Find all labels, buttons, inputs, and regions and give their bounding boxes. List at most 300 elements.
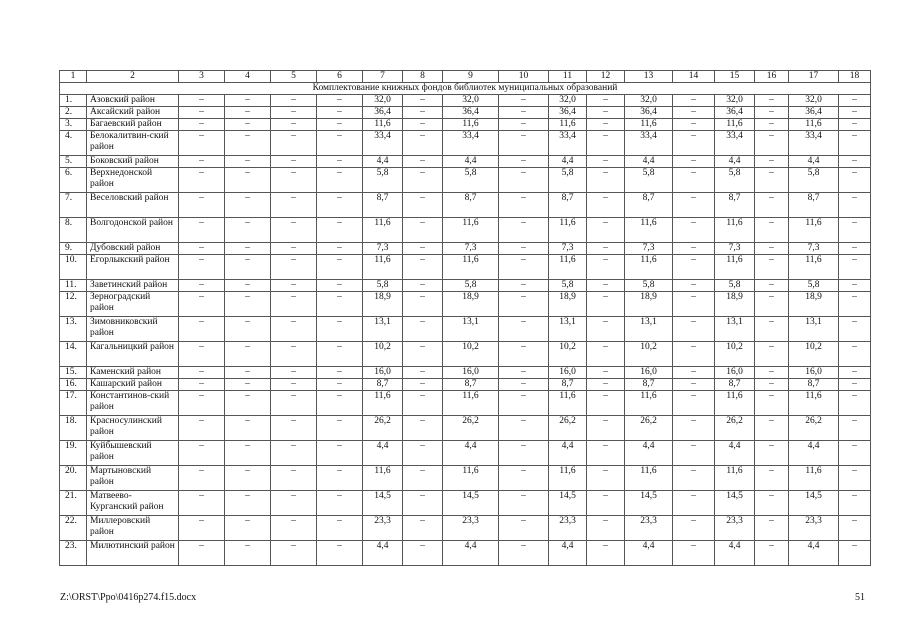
value-cell: –	[673, 131, 715, 156]
column-number: 10	[499, 71, 549, 83]
value-cell: –	[673, 391, 715, 416]
value-cell: 23,3	[443, 516, 499, 541]
value-cell: –	[317, 119, 363, 131]
value-cell: 5,8	[549, 280, 587, 292]
value-cell: –	[225, 441, 271, 466]
section-title-row	[60, 83, 871, 95]
value-cell: –	[271, 107, 317, 119]
value-cell: 5,8	[715, 168, 755, 193]
value-cell: 11,6	[625, 119, 673, 131]
value-cell: 11,6	[715, 466, 755, 491]
value-cell: –	[317, 168, 363, 193]
value-cell: 16,0	[715, 367, 755, 379]
value-cell: 32,0	[549, 95, 587, 107]
value-cell: 10,2	[443, 342, 499, 367]
value-cell: –	[673, 243, 715, 255]
value-cell: –	[839, 95, 871, 107]
value-cell: –	[587, 193, 625, 218]
value-cell: 14,5	[789, 491, 839, 516]
value-cell: –	[403, 107, 443, 119]
value-cell: –	[587, 441, 625, 466]
value-cell: –	[403, 193, 443, 218]
value-cell: 11,6	[549, 466, 587, 491]
value-cell: –	[755, 119, 789, 131]
value-cell: –	[271, 243, 317, 255]
row-number: 22.	[60, 516, 87, 541]
table-row	[60, 342, 871, 367]
value-cell: –	[587, 379, 625, 391]
value-cell: –	[587, 218, 625, 243]
value-cell: –	[755, 416, 789, 441]
value-cell: –	[317, 317, 363, 342]
row-number: 13.	[60, 317, 87, 342]
value-cell: –	[499, 292, 549, 317]
value-cell: –	[403, 119, 443, 131]
value-cell: –	[317, 255, 363, 280]
value-cell: –	[755, 367, 789, 379]
table-row	[60, 156, 871, 168]
value-cell: –	[225, 292, 271, 317]
value-cell: –	[839, 156, 871, 168]
district-name: Кагальницкий район	[87, 342, 179, 367]
value-cell: 26,2	[625, 416, 673, 441]
value-cell: –	[755, 218, 789, 243]
column-number: 11	[549, 71, 587, 83]
value-cell: –	[587, 491, 625, 516]
value-cell: –	[403, 168, 443, 193]
value-cell: –	[225, 280, 271, 292]
value-cell: 7,3	[443, 243, 499, 255]
value-cell: –	[225, 541, 271, 566]
row-number: 8.	[60, 218, 87, 243]
value-cell: 4,4	[443, 441, 499, 466]
value-cell: –	[755, 342, 789, 367]
table-row	[60, 131, 871, 156]
value-cell: –	[317, 107, 363, 119]
value-cell: –	[755, 391, 789, 416]
value-cell: –	[403, 466, 443, 491]
value-cell: 33,4	[625, 131, 673, 156]
section-title: Комплектование книжных фондов библиотек муниципальных образований	[60, 83, 871, 95]
value-cell: 13,1	[363, 317, 403, 342]
value-cell: –	[317, 379, 363, 391]
value-cell: –	[587, 416, 625, 441]
value-cell: –	[403, 342, 443, 367]
value-cell: –	[317, 367, 363, 379]
value-cell: –	[225, 218, 271, 243]
value-cell: –	[271, 367, 317, 379]
value-cell: –	[271, 292, 317, 317]
value-cell: 11,6	[363, 391, 403, 416]
value-cell: 32,0	[443, 95, 499, 107]
budget-table	[59, 70, 871, 566]
column-number: 4	[225, 71, 271, 83]
value-cell: –	[755, 193, 789, 218]
row-number: 20.	[60, 466, 87, 491]
value-cell: –	[587, 280, 625, 292]
value-cell: 11,6	[625, 218, 673, 243]
value-cell: –	[271, 193, 317, 218]
value-cell: 5,8	[625, 280, 673, 292]
value-cell: 11,6	[789, 391, 839, 416]
value-cell: 14,5	[625, 491, 673, 516]
value-cell: –	[179, 516, 225, 541]
value-cell: –	[499, 391, 549, 416]
column-number: 15	[715, 71, 755, 83]
value-cell: –	[499, 156, 549, 168]
value-cell: –	[403, 541, 443, 566]
value-cell: 4,4	[715, 441, 755, 466]
value-cell: –	[271, 131, 317, 156]
value-cell: 14,5	[363, 491, 403, 516]
column-number-row	[60, 71, 871, 83]
row-number: 17.	[60, 391, 87, 416]
column-number: 3	[179, 71, 225, 83]
value-cell: 26,2	[363, 416, 403, 441]
value-cell: 16,0	[363, 367, 403, 379]
value-cell: –	[317, 156, 363, 168]
value-cell: –	[403, 243, 443, 255]
column-number: 7	[363, 71, 403, 83]
value-cell: 8,7	[549, 193, 587, 218]
value-cell: –	[179, 317, 225, 342]
value-cell: –	[673, 193, 715, 218]
value-cell: –	[317, 416, 363, 441]
value-cell: –	[225, 156, 271, 168]
value-cell: –	[755, 95, 789, 107]
column-number: 8	[403, 71, 443, 83]
value-cell: –	[403, 491, 443, 516]
value-cell: 11,6	[715, 391, 755, 416]
value-cell: 4,4	[789, 441, 839, 466]
value-cell: 13,1	[549, 317, 587, 342]
table-row	[60, 292, 871, 317]
value-cell: –	[403, 391, 443, 416]
value-cell: 16,0	[549, 367, 587, 379]
value-cell: 5,8	[789, 280, 839, 292]
value-cell: –	[587, 156, 625, 168]
value-cell: –	[587, 367, 625, 379]
table-row	[60, 317, 871, 342]
value-cell: 32,0	[363, 95, 403, 107]
value-cell: –	[179, 107, 225, 119]
value-cell: 23,3	[789, 516, 839, 541]
value-cell: 8,7	[715, 193, 755, 218]
row-number: 10.	[60, 255, 87, 280]
row-number: 23.	[60, 541, 87, 566]
value-cell: 11,6	[715, 119, 755, 131]
value-cell: 11,6	[549, 391, 587, 416]
district-name: Красносулинский район	[87, 416, 179, 441]
district-name: Зерноградский район	[87, 292, 179, 317]
value-cell: –	[587, 342, 625, 367]
value-cell: 4,4	[715, 541, 755, 566]
row-number: 9.	[60, 243, 87, 255]
value-cell: 8,7	[625, 193, 673, 218]
value-cell: –	[403, 95, 443, 107]
value-cell: 11,6	[363, 255, 403, 280]
value-cell: –	[317, 243, 363, 255]
value-cell: –	[317, 218, 363, 243]
value-cell: –	[587, 466, 625, 491]
value-cell: 7,3	[549, 243, 587, 255]
value-cell: 36,4	[443, 107, 499, 119]
value-cell: 5,8	[789, 168, 839, 193]
value-cell: –	[839, 168, 871, 193]
value-cell: –	[403, 156, 443, 168]
value-cell: 8,7	[715, 379, 755, 391]
district-name: Белокалитвин-ский район	[87, 131, 179, 156]
value-cell: –	[673, 95, 715, 107]
value-cell: 11,6	[789, 218, 839, 243]
value-cell: –	[587, 243, 625, 255]
district-name: Миллеровский район	[87, 516, 179, 541]
value-cell: –	[673, 317, 715, 342]
value-cell: –	[179, 193, 225, 218]
value-cell: 32,0	[715, 95, 755, 107]
value-cell: –	[499, 95, 549, 107]
column-number: 5	[271, 71, 317, 83]
value-cell: –	[839, 367, 871, 379]
value-cell: –	[403, 131, 443, 156]
value-cell: –	[839, 292, 871, 317]
table-row	[60, 391, 871, 416]
value-cell: –	[271, 466, 317, 491]
value-cell: 5,8	[363, 280, 403, 292]
value-cell: 4,4	[549, 156, 587, 168]
value-cell: 4,4	[789, 541, 839, 566]
district-name: Волгодонской район	[87, 218, 179, 243]
value-cell: 13,1	[443, 317, 499, 342]
value-cell: –	[673, 416, 715, 441]
value-cell: –	[271, 95, 317, 107]
value-cell: –	[225, 193, 271, 218]
value-cell: –	[587, 119, 625, 131]
value-cell: 7,3	[715, 243, 755, 255]
value-cell: –	[755, 168, 789, 193]
value-cell: –	[317, 466, 363, 491]
value-cell: –	[403, 292, 443, 317]
value-cell: –	[839, 131, 871, 156]
row-number: 1.	[60, 95, 87, 107]
value-cell: –	[225, 95, 271, 107]
value-cell: –	[225, 391, 271, 416]
value-cell: –	[179, 255, 225, 280]
value-cell: –	[673, 342, 715, 367]
value-cell: 33,4	[549, 131, 587, 156]
value-cell: –	[225, 491, 271, 516]
value-cell: 8,7	[625, 379, 673, 391]
value-cell: 11,6	[549, 218, 587, 243]
value-cell: –	[271, 280, 317, 292]
value-cell: –	[225, 416, 271, 441]
value-cell: 5,8	[443, 168, 499, 193]
table-row	[60, 243, 871, 255]
value-cell: –	[403, 379, 443, 391]
value-cell: –	[179, 541, 225, 566]
value-cell: –	[271, 168, 317, 193]
value-cell: –	[225, 342, 271, 367]
value-cell: –	[225, 107, 271, 119]
value-cell: –	[839, 416, 871, 441]
value-cell: 23,3	[363, 516, 403, 541]
value-cell: 5,8	[549, 168, 587, 193]
value-cell: 23,3	[625, 516, 673, 541]
value-cell: 10,2	[363, 342, 403, 367]
value-cell: 11,6	[549, 119, 587, 131]
value-cell: –	[499, 367, 549, 379]
value-cell: –	[673, 255, 715, 280]
value-cell: 26,2	[789, 416, 839, 441]
value-cell: –	[755, 280, 789, 292]
row-number: 12.	[60, 292, 87, 317]
value-cell: –	[839, 391, 871, 416]
value-cell: –	[403, 416, 443, 441]
table-row	[60, 280, 871, 292]
value-cell: 7,3	[625, 243, 673, 255]
district-name: Милютинский район	[87, 541, 179, 566]
table-row	[60, 491, 871, 516]
value-cell: –	[673, 441, 715, 466]
district-name: Дубовский район	[87, 243, 179, 255]
value-cell: –	[403, 441, 443, 466]
district-name: Аксайский район	[87, 107, 179, 119]
value-cell: –	[839, 516, 871, 541]
value-cell: –	[225, 131, 271, 156]
district-name: Зимовниковский район	[87, 317, 179, 342]
value-cell: –	[403, 516, 443, 541]
value-cell: 7,3	[363, 243, 403, 255]
table-row	[60, 218, 871, 243]
value-cell: –	[499, 255, 549, 280]
value-cell: 5,8	[625, 168, 673, 193]
column-number: 1	[60, 71, 87, 83]
value-cell: –	[587, 168, 625, 193]
value-cell: –	[499, 193, 549, 218]
value-cell: –	[587, 541, 625, 566]
value-cell: 8,7	[789, 379, 839, 391]
value-cell: 4,4	[363, 441, 403, 466]
column-number: 14	[673, 71, 715, 83]
value-cell: –	[403, 280, 443, 292]
value-cell: 8,7	[363, 193, 403, 218]
column-number: 17	[789, 71, 839, 83]
district-name: Заветинский район	[87, 280, 179, 292]
value-cell: –	[755, 156, 789, 168]
value-cell: –	[499, 131, 549, 156]
value-cell: 23,3	[549, 516, 587, 541]
value-cell: –	[673, 292, 715, 317]
value-cell: –	[673, 466, 715, 491]
table-row	[60, 541, 871, 566]
value-cell: 4,4	[625, 156, 673, 168]
value-cell: –	[179, 280, 225, 292]
value-cell: 4,4	[363, 541, 403, 566]
value-cell: 13,1	[715, 317, 755, 342]
value-cell: –	[839, 342, 871, 367]
value-cell: 32,0	[625, 95, 673, 107]
value-cell: 14,5	[443, 491, 499, 516]
value-cell: 10,2	[549, 342, 587, 367]
row-number: 6.	[60, 168, 87, 193]
value-cell: –	[499, 243, 549, 255]
value-cell: –	[317, 541, 363, 566]
value-cell: –	[673, 119, 715, 131]
value-cell: 5,8	[363, 168, 403, 193]
value-cell: 10,2	[789, 342, 839, 367]
value-cell: –	[839, 218, 871, 243]
row-number: 15.	[60, 367, 87, 379]
value-cell: –	[179, 367, 225, 379]
value-cell: –	[839, 280, 871, 292]
row-number: 16.	[60, 379, 87, 391]
value-cell: 11,6	[549, 255, 587, 280]
value-cell: –	[673, 156, 715, 168]
value-cell: 16,0	[789, 367, 839, 379]
value-cell: –	[271, 119, 317, 131]
value-cell: –	[587, 391, 625, 416]
value-cell: –	[179, 95, 225, 107]
value-cell: –	[179, 379, 225, 391]
value-cell: –	[225, 317, 271, 342]
value-cell: –	[499, 466, 549, 491]
value-cell: –	[317, 193, 363, 218]
value-cell: –	[839, 441, 871, 466]
district-name: Азовский район	[87, 95, 179, 107]
value-cell: 11,6	[715, 255, 755, 280]
value-cell: –	[179, 491, 225, 516]
value-cell: –	[403, 317, 443, 342]
value-cell: –	[499, 516, 549, 541]
value-cell: –	[755, 131, 789, 156]
value-cell: –	[587, 95, 625, 107]
district-name: Багаевский район	[87, 119, 179, 131]
row-number: 18.	[60, 416, 87, 441]
value-cell: 26,2	[549, 416, 587, 441]
district-name: Егорлыкский район	[87, 255, 179, 280]
value-cell: –	[499, 416, 549, 441]
district-name: Константинов-ский район	[87, 391, 179, 416]
value-cell: –	[225, 243, 271, 255]
value-cell: –	[755, 379, 789, 391]
value-cell: 4,4	[625, 441, 673, 466]
value-cell: 10,2	[625, 342, 673, 367]
value-cell: –	[271, 391, 317, 416]
value-cell: 11,6	[715, 218, 755, 243]
value-cell: –	[271, 156, 317, 168]
value-cell: –	[839, 317, 871, 342]
value-cell: 4,4	[789, 156, 839, 168]
row-number: 3.	[60, 119, 87, 131]
value-cell: 16,0	[443, 367, 499, 379]
column-number: 18	[839, 71, 871, 83]
value-cell: 11,6	[443, 255, 499, 280]
value-cell: –	[271, 516, 317, 541]
value-cell: 11,6	[443, 119, 499, 131]
value-cell: –	[499, 441, 549, 466]
value-cell: –	[755, 516, 789, 541]
value-cell: –	[179, 243, 225, 255]
value-cell: 11,6	[789, 466, 839, 491]
row-number: 21.	[60, 491, 87, 516]
value-cell: 26,2	[715, 416, 755, 441]
district-name: Веселовский район	[87, 193, 179, 218]
value-cell: 5,8	[443, 280, 499, 292]
value-cell: 33,4	[443, 131, 499, 156]
value-cell: 8,7	[789, 193, 839, 218]
value-cell: 4,4	[443, 156, 499, 168]
value-cell: –	[225, 255, 271, 280]
